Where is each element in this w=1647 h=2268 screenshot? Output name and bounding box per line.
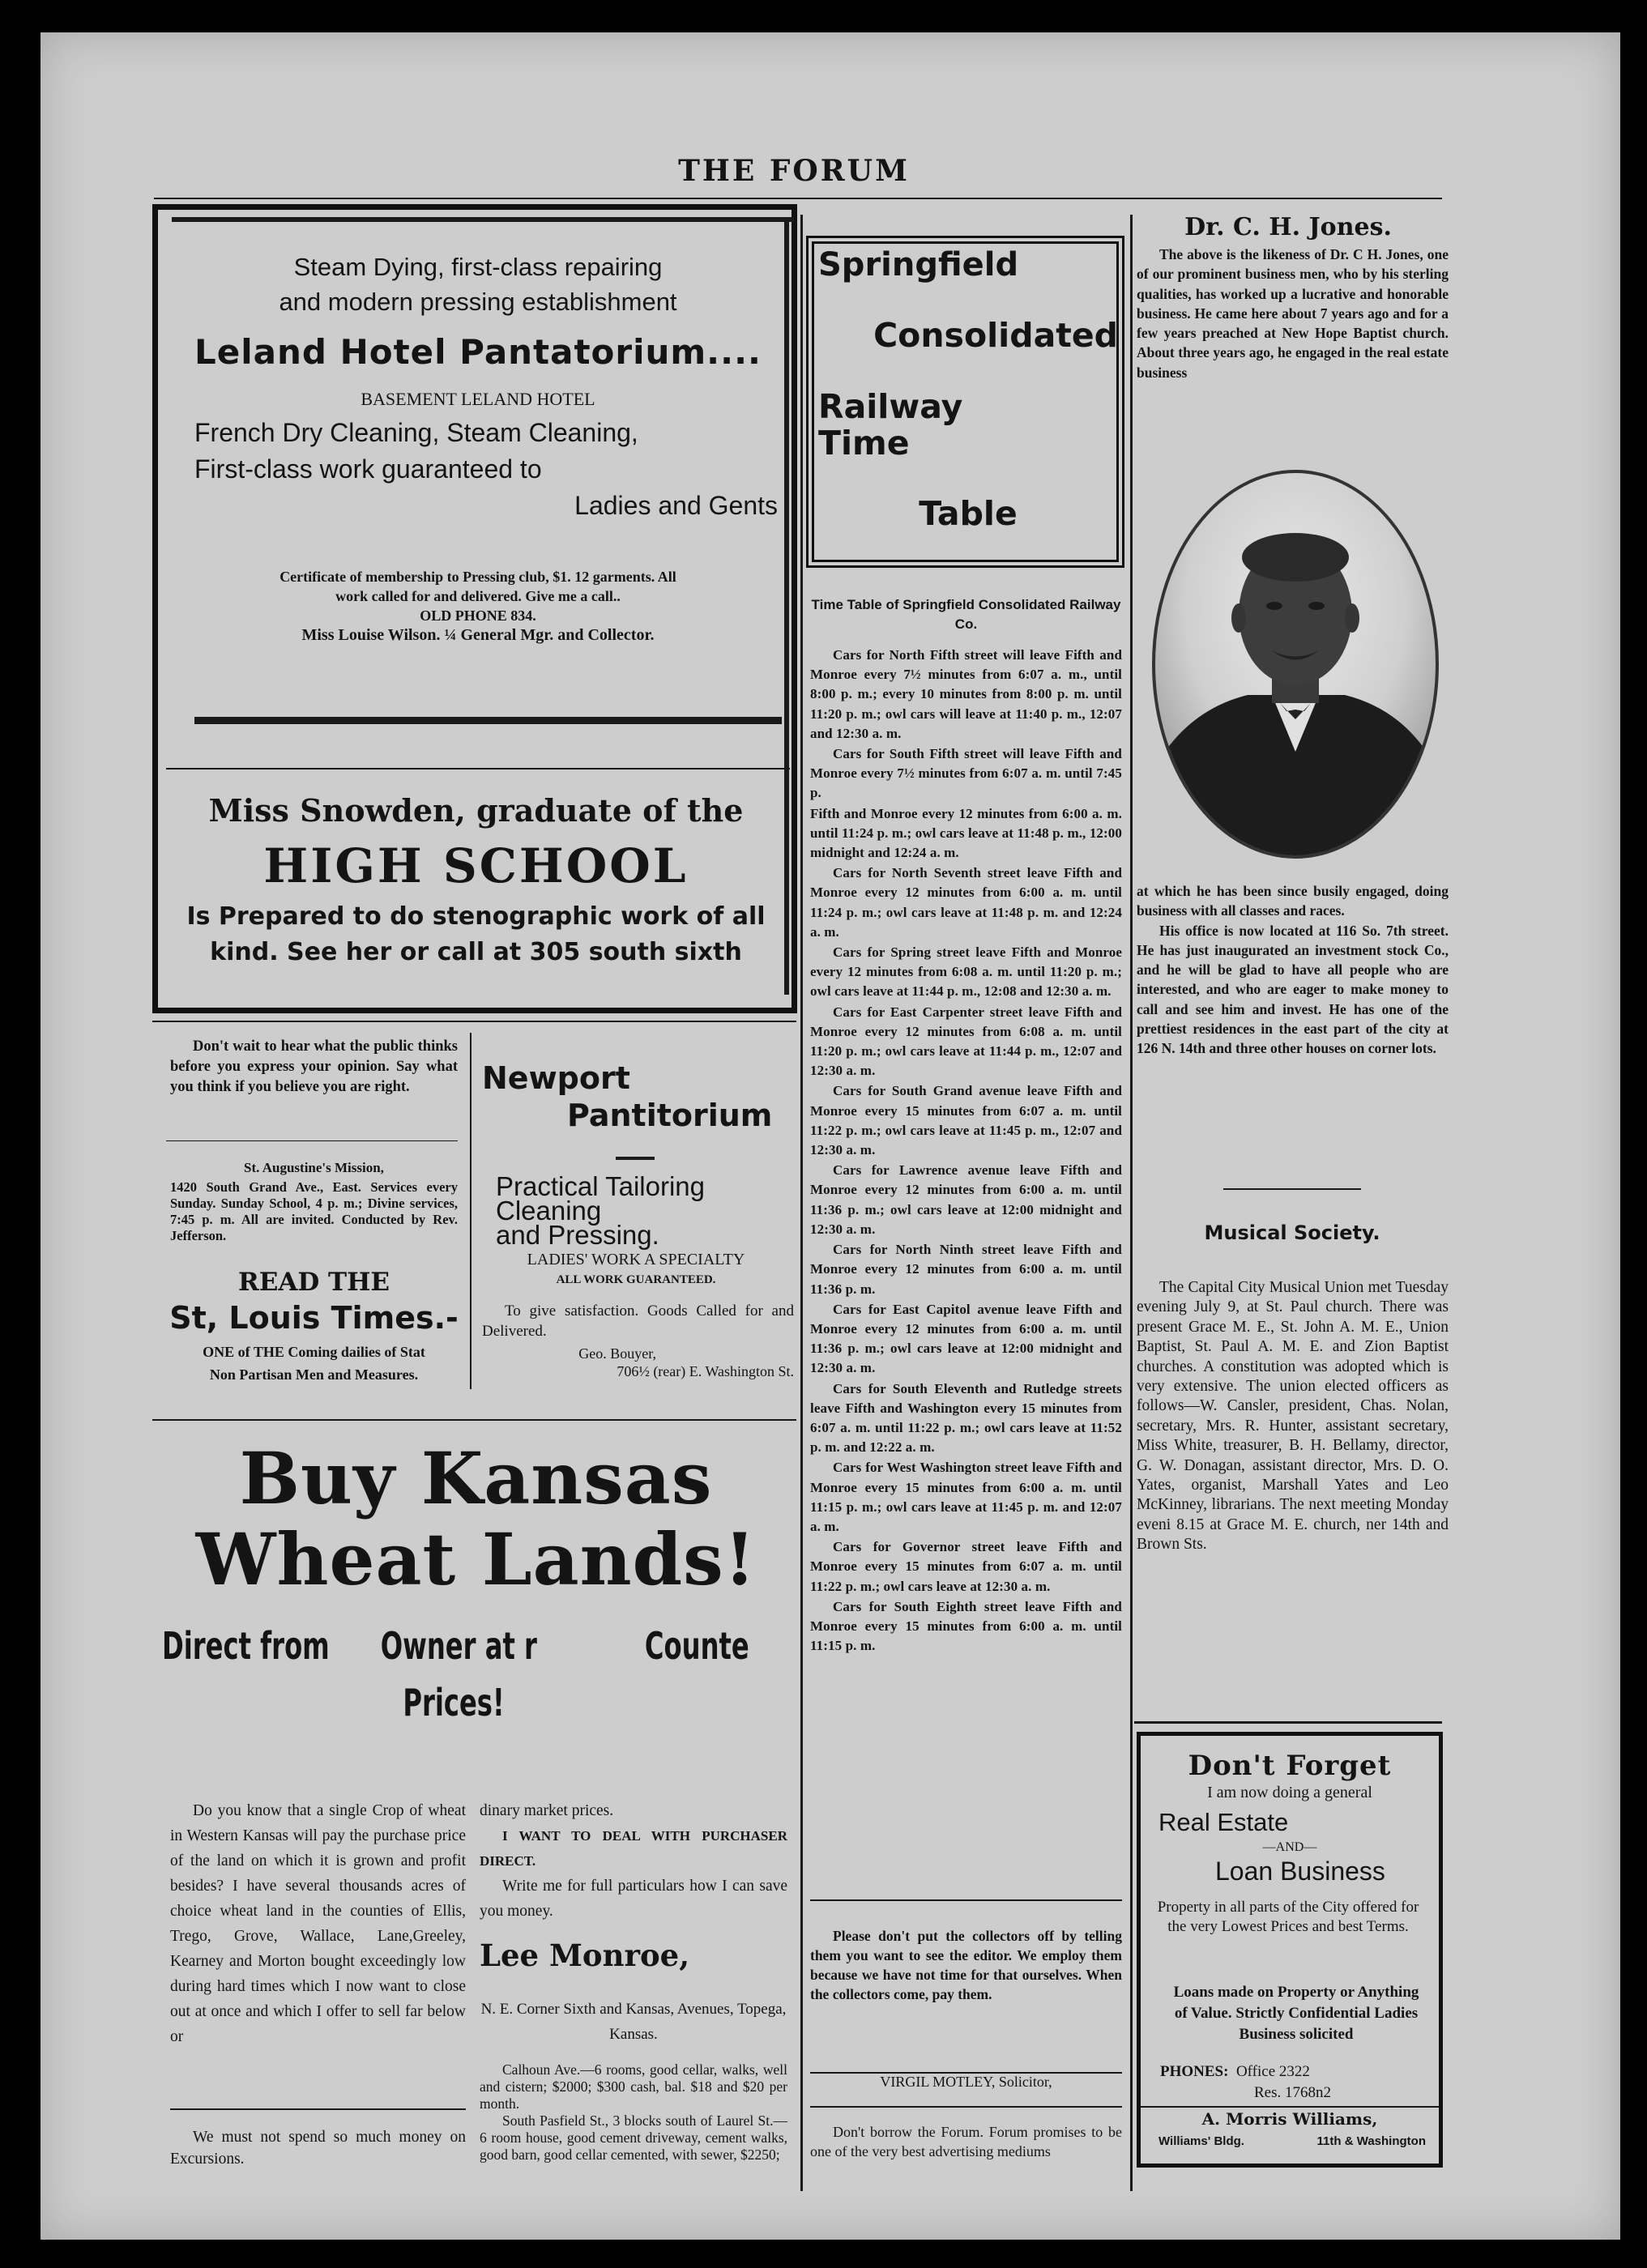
williams-ad-loan: Loan Business xyxy=(1215,1857,1385,1886)
timetable-entry: Cars for South Grand avenue leave Fifth and Monroe every 15 minutes from 6:07 a. m. until 11:22 p. m.; owl cars leave at 11:45 p. m., 12:07 and 12:30 a. m. xyxy=(810,1083,1122,1158)
kansas-ad-headline: Buy Kansas Wheat Lands! xyxy=(195,1436,757,1601)
timetable-title: Time Table of Springfield Consolidated Railway Co. xyxy=(811,597,1121,632)
timetable-entry: Cars for West Washington street leave Fifth and Monroe every 15 minutes from 6:00 a. m. until 11:15 p. m.; owl cars leave at 11:45 p. m. and 12:07 a. m. xyxy=(810,1460,1122,1534)
ad-inner-rule xyxy=(166,768,790,770)
timetable-entry: Cars for Spring street leave Fifth and Monroe every 12 minutes from 6:08 a. m. until 11:20 p. m.; owl cars leave at 11:44 p. m., 12:08 and 12:30 a. m. xyxy=(810,944,1122,1000)
excursions-note: We must not spend so much money on Excursions. xyxy=(170,2129,466,2168)
ad-inner-rule xyxy=(172,217,794,222)
masthead-title: THE FORUM xyxy=(678,154,910,188)
small-column-divider xyxy=(470,1033,471,1389)
snowden-ad-highschool: HIGH SCHOOL xyxy=(263,838,689,893)
williams-ad-loans: Loans made on Property or Anything of Value. Strictly Confidential Ladies Business solicited xyxy=(1173,1984,1419,2043)
kansas-ad-subhead: Direct from Owner at r Counte xyxy=(162,1624,749,1668)
newport-ad-guaranteed: ALL WORK GUARANTEED. xyxy=(556,1273,716,1286)
kansas-ad-column2: dinary market prices. I WANT TO DEAL WITH PURCHASER DIRECT. Write me for full particulars how I can save you money. xyxy=(480,1802,787,1920)
timetable-entry: Cars for East Capitol avenue leave Fifth and Monroe every 12 minutes from 6:00 a. m. until 11:36 p. m.; owl cars leave at 12:00 midnight and 12:30 a. m. xyxy=(810,1301,1122,1376)
public-opinion-note: Don't wait to hear what the public thinks before you express your opinion. Say what you think if you believe you are right. xyxy=(170,1038,458,1095)
newport-ad-name: Newport Pantitorium xyxy=(482,1060,773,1133)
musical-body: The Capital City Musical Union met Tuesday evening July 9, at St. Paul church. There was present Grace M. E., St. John A. M. E., Union Baptist, St. Paul A. M. E. and Zion Baptist churches. A constitution was adopted which is very extensive. The union elected officers as follows—W. Cansler, president, Chas. Nolan, secretary, Mrs. R. Hunter, assistant secretary, Miss White, treasurer, B. H. Bellamy, director, G. W. Donagan, assistant director, Mrs. D. O. Yates, organist, Marshall Yates and Leo McKinney, librarians. The next meeting Monday eveni 8.15 at Grace M. E. church, ner 14th and Brown Sts. xyxy=(1137,1279,1449,1554)
mission-title: St. Augustine's Mission, xyxy=(244,1160,384,1175)
times-ad-line1: READ THE xyxy=(237,1268,390,1297)
jones-title: Dr. C. H. Jones. xyxy=(1184,213,1392,241)
timetable-entry: Cars for East Carpenter street leave Fifth and Monroe every 12 minutes from 6:08 a. m. until 11:20 p. m.; owl cars leave at 11:44 p. m., 12:07 and 12:30 a. m. xyxy=(810,1004,1122,1079)
times-ad-tagline: ONE of THE Coming dailies of Stat Non Partisan Men and Measures. xyxy=(203,1344,425,1383)
williams-ad-address: Williams' Bldg. 11th & Washington xyxy=(1158,2134,1426,2148)
pantatorium-ad-services: French Dry Cleaning, Steam Cleaning, First-class work guaranteed to Ladies and Gents xyxy=(194,418,778,520)
timetable-entry: Cars for Lawrence avenue leave Fifth and Monroe every 12 minutes from 6:00 a. m. until 11:36 p. m.; owl cars leave at 12:00 midnight and 12:30 a. m. xyxy=(810,1162,1122,1237)
timetable-entry: Cars for North Ninth street leave Fifth and Monroe every 12 minutes from 6:00 a. m. until 11:36 p. m. xyxy=(810,1242,1122,1297)
newport-ad-specialty: LADIES' WORK A SPECIALTY xyxy=(527,1251,745,1268)
mission-body: 1420 South Grand Ave., East. Services every Sunday. Sunday School, 4 p. m.; Divine services, 7:45 p. m. All are invited. Conducted by Rev. Jefferson. xyxy=(170,1179,458,1243)
section-rule xyxy=(1141,2106,1439,2108)
ad-inner-rule xyxy=(194,717,782,724)
real-estate-listings: Calhoun Ave.—6 rooms, good cellar, walks, well and cistern; $2000; $300 cash, bal. $18 and $20 per month. South Pasfield St., 3 blocks south of Laurel St.—6 room house, good cement driveway, cement walks, good barn, good cellar cemented, with sewer, $2250; xyxy=(480,2061,787,2163)
kansas-ad-prices: Prices! xyxy=(403,1681,505,1724)
musical-title: Musical Society. xyxy=(1204,1221,1380,1244)
newport-ad-rule xyxy=(616,1157,655,1160)
williams-ad-name: A. Morris Williams, xyxy=(1201,2109,1378,2129)
borrow-note: Don't borrow the Forum. Forum promises to be one of the very best advertising mediums xyxy=(810,2124,1122,2159)
timetable-entry: Cars for North Seventh street leave Fifth and Monroe every 12 minutes from 6:00 a. m. until 11:24 p. m.; owl cars leave at 11:48 p. m. and 12:24 a. m. xyxy=(810,865,1122,940)
section-rule xyxy=(152,1419,796,1421)
section-rule xyxy=(152,1021,796,1022)
masthead-rule xyxy=(154,198,1442,199)
section-rule xyxy=(1134,1721,1442,1724)
williams-ad-phones: PHONES: Office 2322 Res. 1768n2 xyxy=(1160,2063,1331,2101)
timetable-entry: Cars for Governor street leave Fifth and Monroe every 15 minutes from 6:07 a. m. until 11:22 p. m.; owl cars leave at 12:30 a. m. xyxy=(810,1539,1122,1594)
snowden-ad-body: Is Prepared to do stenographic work of all kind. See her or call at 305 south sixth xyxy=(186,902,766,966)
timetable-entry: Cars for North Fifth street will leave Fifth and Monroe every 7½ minutes from 6:07 a. m., until 8:00 p. m.; every 10 minutes from 8:00 p. m. until 11:20 p. m.; owl cars will leave at 11:40 p. m., 12:07 and 12:30 a. m. xyxy=(810,647,1122,741)
section-rule xyxy=(170,2108,466,2110)
collectors-note: Please don't put the collectors off by telling them you want to see the editor. We employ them because we have not time for that ourselves. When the collectors come, pay them. xyxy=(810,1928,1122,2002)
williams-ad-property: Property in all parts of the City offered for the very Lowest Prices and best Terms. xyxy=(1157,1899,1419,1935)
column-divider xyxy=(1130,215,1133,2191)
newport-ad-signature: Geo. Bouyer, 706½ (rear) E. Washington St. xyxy=(578,1345,794,1379)
pantatorium-ad-details: Certificate of membership to Pressing club, $1. 12 garments. All work called for and delivered. Give me a call.. OLD PHONE 834. Miss Louise Wilson. ¼ General Mgr. and Collector. xyxy=(279,569,676,644)
jones-portrait-image xyxy=(1150,468,1440,860)
pantatorium-ad-name: Leland Hotel Pantatorium.... xyxy=(194,332,762,372)
newport-ad-body: To give satisfaction. Goods Called for and Delivered. xyxy=(482,1302,794,1340)
section-rule xyxy=(1223,1188,1361,1190)
timetable-entry: Cars for South Eighth street leave Fifth and Monroe every 15 minutes from 6:00 a. m. until 11:15 p. m. xyxy=(810,1598,1122,1654)
snowden-ad-line1: Miss Snowden, graduate of the xyxy=(208,792,744,829)
williams-ad-and: —AND— xyxy=(1262,1840,1317,1854)
timetable-entry: Fifth and Monroe every 12 minutes from 6:00 a. m. until 11:24 p. m.; owl cars leave at 11:48 p. m., 12:00 midnight and 12:24 a. m. xyxy=(810,805,1122,861)
kansas-ad-column1: Do you know that a single Crop of wheat in Western Kansas will pay the purchase price of the land on which it is grown and profit besides? I have several thousands acres of choice wheat land in the counties of Ellis, Trego, Grove, Wallace, Lane,Greeley, Kearney and Morton bought exceedingly low during hard times which I now want to close out at once and which I offer to sell far below or xyxy=(170,1802,466,2045)
williams-ad-headline: Don't Forget xyxy=(1188,1750,1392,1782)
section-rule xyxy=(810,2106,1122,2108)
section-rule xyxy=(810,1899,1122,1901)
williams-ad-intro: I am now doing a general xyxy=(1207,1784,1372,1801)
jones-paragraph-1: The above is the likeness of Dr. C H. Jones, one of our prominent business men, who by his sterling qualities, has worked up a lucrative and honorable business. He came here about 7 years ago and for a few years preached at New Hope Baptist church. About three years ago, he engaged in the real estate business xyxy=(1137,246,1449,381)
column-divider xyxy=(800,215,803,2191)
kansas-ad-address: N. E. Corner Sixth and Kansas, Avenues, Topega, Kansas. xyxy=(480,2001,787,2043)
pantatorium-ad-intro: Steam Dying, first-class repairing and modern pressing establishment xyxy=(279,253,677,316)
section-rule xyxy=(166,1140,458,1141)
timetable-entry: Cars for South Fifth street will leave Fifth and Monroe every 7½ minutes from 6:07 a. m. until 7:45 p. xyxy=(810,746,1122,801)
timetable-entries xyxy=(810,646,1122,1656)
kansas-ad-name: Lee Monroe, xyxy=(480,1938,690,1973)
timetable-entry: Cars for South Eleventh and Rutledge streets leave Fifth and Washington every 15 minutes from 6:07 a. m. until 11:22 p. m.; owl cars leave at 11:52 p. m. and 12:22 a. m. xyxy=(810,1380,1122,1456)
times-ad-line2: St, Louis Times.- xyxy=(169,1300,459,1336)
collectors-signature: VIRGIL MOTLEY, Solicitor, xyxy=(880,2074,1052,2090)
williams-ad-real-estate: Real Estate xyxy=(1158,1808,1289,1836)
jones-portrait xyxy=(1150,468,1440,860)
pantatorium-ad-location: BASEMENT LELAND HOTEL xyxy=(361,389,595,409)
newport-ad-services: Practical Tailoring Cleaning and Pressing. xyxy=(496,1171,706,1250)
railway-ad-title: Springfield Consolidated RailwayTime Table xyxy=(818,246,1118,533)
jones-paragraph-2: at which he has been since busily engaged, doing business with all classes and races. His office is now located at 116 So. 7th street. He has just inaugurated an investment stock Co., and he will be glad to have all people who are interested, and who are eager to make money to call and see him and invest. He has one of the prettiest residences in the east part of the city at 126 N. 14th and three other houses on corner lots. xyxy=(1137,883,1449,1057)
